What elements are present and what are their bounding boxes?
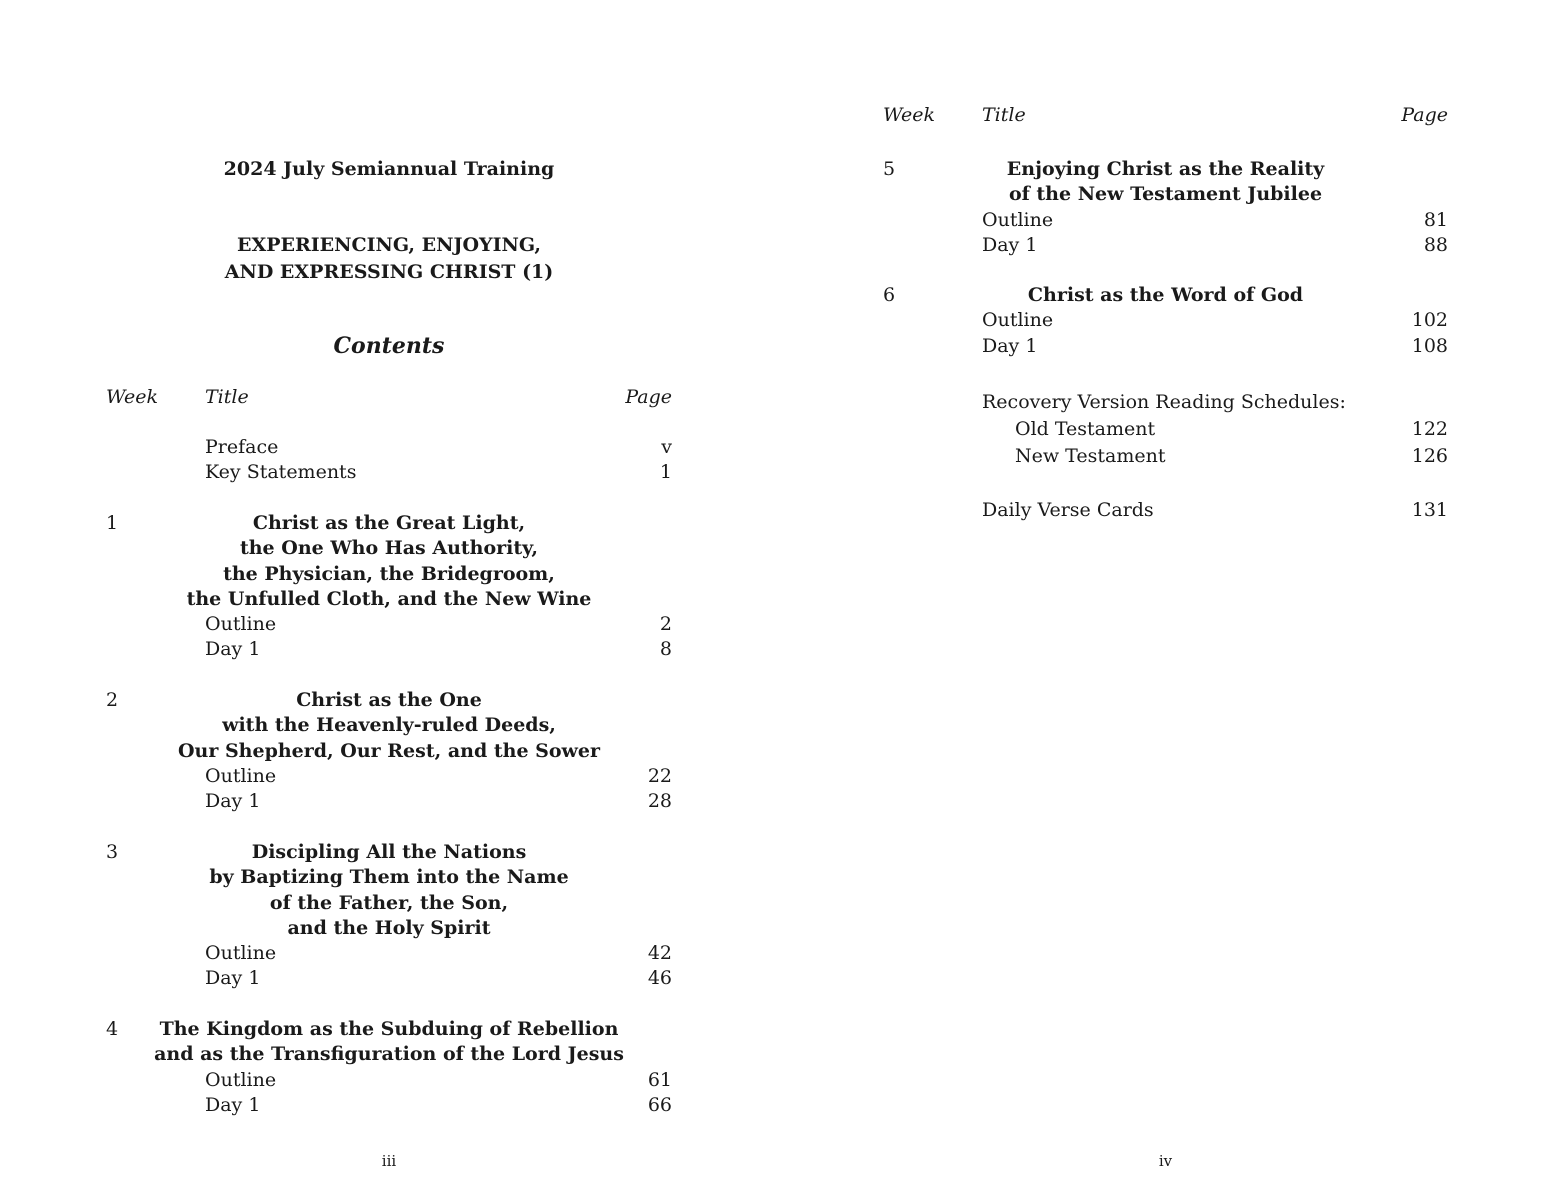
week-title-line: Christ as the Word of God xyxy=(1027,284,1304,306)
toc-entry[interactable] xyxy=(106,637,672,662)
toc-entry[interactable] xyxy=(883,308,1448,333)
week-number: 1 xyxy=(106,512,119,534)
toc-entry-label: Day 1 xyxy=(205,790,261,813)
week-title xyxy=(883,157,1448,208)
week-header: Week xyxy=(883,104,935,126)
toc-entry-label: Day 1 xyxy=(205,638,261,661)
week-title xyxy=(106,511,672,612)
week-title xyxy=(106,688,672,764)
week-title-line: Christ as the One xyxy=(296,689,482,711)
toc-entry-label: Day 1 xyxy=(205,1093,261,1116)
week-title-line: Our Shepherd, Our Rest, and the Sower xyxy=(177,739,601,762)
week-number: 5 xyxy=(883,158,896,180)
toc-entry[interactable] xyxy=(106,460,672,485)
right-page xyxy=(883,0,1448,1200)
training-subtitle: 2024 July Semiannual Training xyxy=(223,158,555,180)
toc-entry-label: Outline xyxy=(982,309,1054,332)
toc-entry[interactable] xyxy=(106,789,672,814)
toc-entry-label: Day 1 xyxy=(205,967,261,990)
book-title-line: EXPERIENCING, ENJOYING, xyxy=(236,234,542,256)
toc-entry-page: 81 xyxy=(1423,208,1448,231)
toc-entry[interactable] xyxy=(106,435,672,460)
week-title-line: and as the Transfiguration of the Lord Jesus xyxy=(154,1043,624,1066)
toc-entry-label: Key Statements xyxy=(205,461,357,484)
week-number: 6 xyxy=(883,284,896,306)
page-header: Page xyxy=(625,386,672,408)
toc-entry-page: 42 xyxy=(647,942,672,965)
toc-entry[interactable] xyxy=(106,1068,672,1093)
title-header: Title xyxy=(982,104,1026,126)
toc-entry[interactable] xyxy=(883,233,1448,258)
week-title-line: Discipling All the Nations xyxy=(251,841,527,863)
title-header: Title xyxy=(205,386,249,408)
toc-entry-page: 126 xyxy=(1411,445,1448,467)
schedules-heading-row xyxy=(883,389,1448,416)
week-title-line: of the Father, the Son, xyxy=(269,891,509,914)
week-section xyxy=(106,511,672,663)
toc-entry[interactable] xyxy=(106,612,672,637)
toc-entry-label: Outline xyxy=(205,613,277,636)
week-title xyxy=(106,1017,672,1068)
toc-entry-label: Outline xyxy=(205,1068,277,1091)
toc-entry-label: Day 1 xyxy=(982,233,1038,256)
week-title-line: Christ as the Great Light, xyxy=(252,512,526,534)
week-header: Week xyxy=(106,386,158,408)
week-title-line: and the Holy Spirit xyxy=(287,916,491,939)
toc-entry[interactable] xyxy=(106,1093,672,1118)
reading-schedules xyxy=(883,389,1448,470)
book-title-line: AND EXPRESSING CHRIST (1) xyxy=(224,261,554,283)
toc-entry-page: 88 xyxy=(1423,233,1448,256)
week-title-line: Enjoying Christ as the Reality xyxy=(1006,158,1325,180)
toc-entry-page: v xyxy=(661,436,672,458)
toc-entry-page: 131 xyxy=(1411,499,1448,521)
week-title-line: with the Heavenly-ruled Deeds, xyxy=(222,714,556,737)
week-number: 3 xyxy=(106,841,119,863)
toc-entry[interactable] xyxy=(106,966,672,991)
week-section xyxy=(883,283,1448,359)
front-matter xyxy=(106,435,672,486)
toc-entry-label: Outline xyxy=(205,942,277,965)
toc-entry[interactable] xyxy=(883,416,1448,443)
toc-entry-page: 2 xyxy=(659,613,672,636)
toc-entry-label: Outline xyxy=(205,764,277,787)
toc-entry-page: 108 xyxy=(1411,334,1448,357)
week-title xyxy=(106,840,672,941)
page-number: iii xyxy=(381,1152,397,1170)
toc-entry-label: Daily Verse Cards xyxy=(982,499,1154,521)
week-title-line: the Unfulled Cloth, and the New Wine xyxy=(186,587,592,610)
toc-entry-label: Outline xyxy=(982,208,1054,231)
week-title-line: The Kingdom as the Subduing of Rebellion xyxy=(159,1018,619,1040)
toc-entry[interactable] xyxy=(106,764,672,789)
toc-entry-page: 46 xyxy=(647,967,672,990)
week-title xyxy=(883,283,1448,308)
left-page xyxy=(106,0,672,1200)
toc-entry-page: 22 xyxy=(647,764,672,787)
toc-entry-label: Day 1 xyxy=(982,334,1038,357)
week-section xyxy=(106,840,672,992)
week-title-line: by Baptizing Them into the Name xyxy=(209,866,569,889)
toc-entry[interactable] xyxy=(883,208,1448,233)
toc-entry[interactable] xyxy=(106,941,672,966)
toc-entry-page: 66 xyxy=(647,1093,672,1116)
contents-heading: Contents xyxy=(333,333,445,359)
toc-entry-page: 1 xyxy=(659,461,672,484)
week-section xyxy=(883,157,1448,258)
toc-entry[interactable] xyxy=(883,443,1448,470)
week-number: 2 xyxy=(106,689,119,711)
toc-entry-label: New Testament xyxy=(1015,445,1166,467)
schedules-heading: Recovery Version Reading Schedules: xyxy=(982,391,1346,413)
week-section xyxy=(106,688,672,814)
toc-entry-page: 122 xyxy=(1411,418,1448,440)
week-title-line: the Physician, the Bridegroom, xyxy=(223,562,555,585)
toc-entry[interactable] xyxy=(883,498,1448,523)
toc-entry[interactable] xyxy=(883,334,1448,359)
toc-entry-page: 8 xyxy=(659,638,672,661)
book-title xyxy=(106,232,672,286)
week-title-line: of the New Testament Jubilee xyxy=(1008,183,1323,206)
toc-entry-label: Preface xyxy=(205,436,279,458)
daily-verse-section xyxy=(883,498,1448,523)
page-header: Page xyxy=(1401,104,1448,126)
toc-entry-page: 28 xyxy=(647,790,672,813)
toc-entry-page: 102 xyxy=(1411,309,1448,332)
week-section xyxy=(106,1017,672,1118)
week-number: 4 xyxy=(106,1018,119,1040)
page-number: iv xyxy=(1158,1152,1173,1170)
toc-entry-label: Old Testament xyxy=(1015,418,1156,440)
toc-entry-page: 61 xyxy=(647,1068,672,1091)
week-title-line: the One Who Has Authority, xyxy=(239,537,539,560)
